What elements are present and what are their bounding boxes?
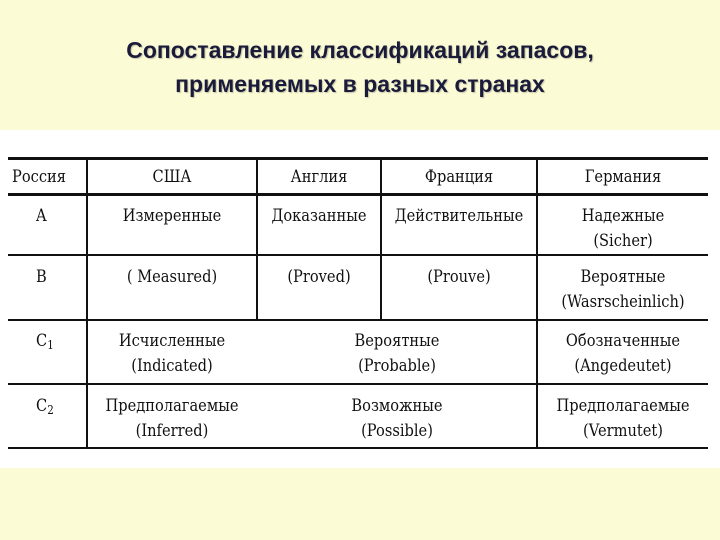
- header-russia: [12, 165, 74, 190]
- table-row-rule: [8, 383, 708, 385]
- cell-text: Предполагаемые: [556, 396, 690, 416]
- row-b-usa: [100, 265, 244, 290]
- cell-text: (Inferred): [135, 421, 209, 441]
- category-letter: A: [36, 206, 47, 226]
- slide-title-line-1: Сопоставление классификаций запасов,: [126, 37, 594, 63]
- row-c1-usa: [100, 329, 244, 379]
- table-column-rule: [256, 157, 258, 320]
- row-b-germany: [550, 265, 696, 315]
- row-a-germany: [550, 204, 696, 254]
- header-usa: [100, 165, 244, 190]
- cell-text: Действительные: [394, 206, 524, 226]
- cell-text: (Wasrscheinlich): [561, 292, 685, 312]
- header-russia-label: Россия: [12, 167, 66, 187]
- category-letter: B: [36, 267, 47, 287]
- table-border-top: [8, 157, 708, 160]
- category-code: [36, 394, 54, 423]
- row-a-england: [267, 204, 372, 229]
- cell-text: (Prouve): [427, 267, 491, 287]
- row-c2-usa: [100, 394, 244, 444]
- cell-text: Обозначенные: [565, 331, 681, 351]
- row-c1-england-france: [277, 329, 516, 379]
- cell-text: Предполагаемые: [105, 396, 239, 416]
- row-c2-category: [36, 394, 77, 423]
- header-usa-label: США: [152, 167, 192, 187]
- cell-text: Исчисленные: [118, 331, 226, 351]
- row-b-category: [36, 265, 77, 290]
- cell-text: Вероятные: [580, 267, 666, 287]
- slide-title-line-2: применяемых в разных странах: [175, 71, 545, 97]
- row-c1-category: [36, 329, 77, 358]
- header-england-label: Англия: [290, 167, 348, 187]
- header-germany-label: Германия: [584, 167, 662, 187]
- cell-text: (Angedeutet): [574, 356, 672, 376]
- cell-text: (Indicated): [131, 356, 213, 376]
- cell-text: Измеренные: [122, 206, 222, 226]
- category-subscript: 1: [47, 338, 54, 352]
- header-france: [393, 165, 525, 190]
- table-header-rule: [8, 193, 708, 196]
- cell-text: (Sicher): [593, 231, 653, 251]
- cell-text: Надежные: [581, 206, 665, 226]
- row-c1-germany: [550, 329, 696, 379]
- cell-text: (Vermutet): [583, 421, 663, 441]
- row-a-category: [36, 204, 77, 229]
- row-c2-england-france: [277, 394, 516, 444]
- category-letter: C: [36, 396, 48, 416]
- row-a-france: [393, 204, 525, 229]
- cell-text: ( Measured): [126, 267, 218, 287]
- cell-text: (Probable): [358, 356, 436, 376]
- row-b-england: [267, 265, 372, 290]
- cell-text: (Possible): [361, 421, 433, 441]
- category-code: [36, 329, 54, 358]
- row-b-france: [393, 265, 525, 290]
- table-column-rule: [86, 157, 88, 449]
- slide-title: [0, 33, 720, 101]
- category-subscript: 2: [47, 403, 54, 417]
- row-a-usa: [100, 204, 244, 229]
- header-france-label: Франция: [424, 167, 494, 187]
- category-letter: C: [36, 331, 48, 351]
- header-germany: [550, 165, 696, 190]
- cell-text: (Proved): [287, 267, 351, 287]
- header-england: [267, 165, 372, 190]
- table-border-bottom: [8, 447, 708, 449]
- cell-text: Возможные: [351, 396, 443, 416]
- cell-text: Доказанные: [271, 206, 367, 226]
- table-column-rule: [380, 157, 382, 320]
- cell-text: Вероятные: [354, 331, 440, 351]
- table-column-rule: [536, 157, 538, 449]
- table-row-rule: [8, 254, 708, 256]
- row-c2-germany: [550, 394, 696, 444]
- classification-table: [0, 130, 720, 468]
- table-row-rule: [8, 319, 708, 321]
